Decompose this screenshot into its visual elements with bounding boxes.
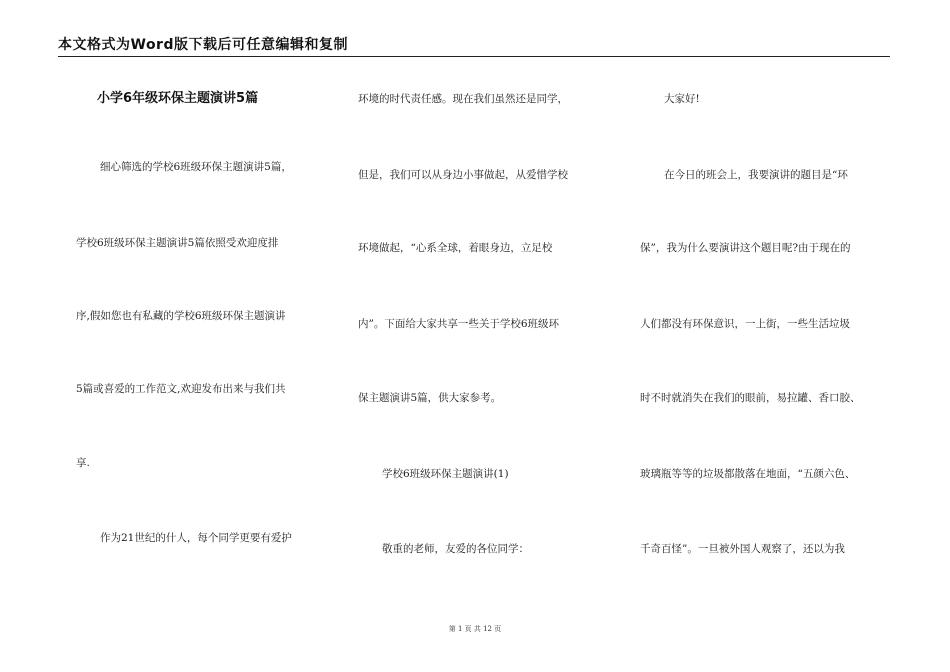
body-line: 大家好! bbox=[664, 93, 700, 105]
body-line: 千奇百怪”。一旦被外国人观察了，还以为我 bbox=[640, 543, 845, 555]
body-line: 享. bbox=[76, 457, 90, 469]
body-line: 作为21世纪的什人，每个同学更要有爱护 bbox=[100, 532, 292, 544]
body-line: 序,假如您也有私藏的学校6班级环保主题演讲 bbox=[76, 310, 286, 322]
column-1 bbox=[0, 0, 330, 672]
section-heading: 学校6班级环保主题演讲(1) bbox=[382, 468, 509, 480]
header-text: 本文格式为Word版下载后可任意编辑和复制 bbox=[58, 37, 348, 53]
body-line: 5篇或喜爱的工作范文,欢迎发布出来与我们共 bbox=[76, 383, 286, 395]
column-2 bbox=[330, 0, 620, 672]
body-line: 内”。下面给大家共享一些关于学校6班级环 bbox=[358, 318, 560, 330]
body-line: 环境做起，“心系全球，着眼身边，立足校 bbox=[358, 242, 553, 254]
body-line: 保”，我为什么要演讲这个题目呢?由于现在的 bbox=[640, 242, 851, 254]
body-line: 敬重的老师，友爱的各位同学： bbox=[382, 543, 529, 555]
body-line: 人们都没有环保意识，一上街，一些生活垃圾 bbox=[640, 318, 850, 330]
body-line: 学校6班级环保主题演讲5篇依照受欢迎度排 bbox=[76, 237, 279, 249]
document-title: 小学6年级环保主题演讲5篇 bbox=[97, 91, 259, 106]
body-line: 但是，我们可以从身边小事做起，从爱惜学校 bbox=[358, 169, 568, 181]
body-line: 保主题演讲5篇，供大家参考。 bbox=[358, 392, 502, 404]
body-line: 在今日的班会上，我要演讲的题目是“环 bbox=[664, 169, 848, 181]
page-number: 第 1 页 共 12 页 bbox=[448, 625, 502, 633]
body-line: 环境的时代责任感。现在我们虽然还是同学， bbox=[358, 93, 568, 105]
body-line: 时不时就消失在我们的眼前，易拉罐、香口胶、 bbox=[640, 392, 861, 404]
body-line: 玻璃瓶等等的垃圾都散落在地面，“五颜六色、 bbox=[640, 468, 856, 480]
body-line: 细心筛选的学校6班级环保主题演讲5篇， bbox=[100, 161, 292, 173]
column-3 bbox=[620, 0, 950, 672]
